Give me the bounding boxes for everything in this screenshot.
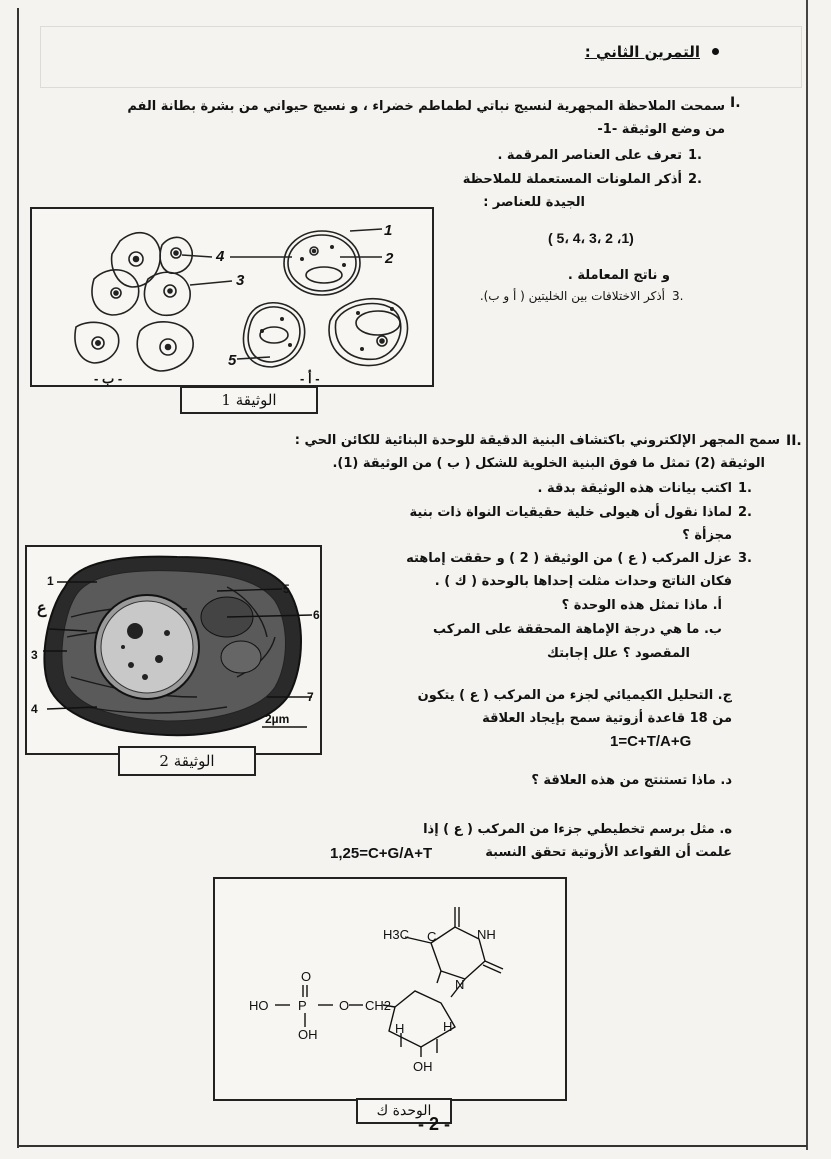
atom-h2: H xyxy=(443,1019,453,1034)
doc2-side-letter: ع xyxy=(37,600,47,617)
part1-q1: تعرف على العناصر المرقمة . xyxy=(497,148,682,163)
atom-h3c: H3C xyxy=(383,927,410,942)
unit-k-caption: الوحدة ك xyxy=(356,1098,452,1124)
page-left-border xyxy=(17,8,19,1148)
doc1-label-2: 2 xyxy=(385,250,394,267)
page-bottom-border xyxy=(17,1145,807,1147)
part1-intro-line2: من وضع الوثيقة -1- xyxy=(597,122,725,137)
exercise-title: التمرين الثاني : xyxy=(584,43,700,61)
treatment-result: و ناتج المعاملة . xyxy=(567,268,670,283)
part2-q3-line1: عزل المركب ( ع ) من الوثيقة ( 2 ) و حققت إماهته xyxy=(406,551,732,566)
atom-h1: H xyxy=(395,1021,405,1036)
part2-qj-line2: من 18 قاعدة أزوتية سمح بإيجاد العلاقة xyxy=(482,711,732,726)
part1-intro-line1: سمحت الملاحظة المجهرية لنسيج نباتي لطماطم خضراء ، و نسيج حيواني من بشرة بطانة الفم xyxy=(127,99,725,114)
doc2-scale: 2µm xyxy=(265,712,290,726)
document2-caption: الوثيقة 2 xyxy=(118,746,256,776)
document1-figure xyxy=(30,207,434,387)
doc1-label-1: 1 xyxy=(384,222,393,239)
document1-caption: الوثيقة 1 xyxy=(180,386,318,414)
page-number: - 2 - xyxy=(418,1114,451,1134)
cell-b-label: - ب - xyxy=(94,371,123,385)
part2-qd: د. ماذا تستنتج من هذه العلاقة ؟ xyxy=(531,773,732,788)
part1-numeral: I. xyxy=(730,95,741,111)
atom-o-top: O xyxy=(301,969,312,984)
part1-q2-num: 2. xyxy=(688,172,702,187)
doc1-label-5: 5 xyxy=(228,352,237,369)
doc2-label-5: 5 xyxy=(283,582,290,596)
part2-q1-num: 1. xyxy=(738,481,752,496)
doc1-label-4: 4 xyxy=(216,248,225,265)
doc2-label-7: 7 xyxy=(307,690,314,704)
part1-q1-num: 1. xyxy=(688,148,702,163)
atom-ho: HO xyxy=(249,998,269,1013)
atom-c1: C xyxy=(427,929,437,944)
document2-drawing xyxy=(27,547,320,753)
cell-a1 xyxy=(284,231,360,295)
part2-q1: اكتب بيانات هذه الوثيقة بدقة . xyxy=(537,481,732,496)
atom-oh: OH xyxy=(298,1027,318,1042)
doc2-label-4: 4 xyxy=(31,702,38,716)
atom-p: P xyxy=(298,998,307,1013)
part2-qj-line1: ج. التحليل الكيميائي لجزء من المركب ( ع ) يتكون xyxy=(417,688,732,703)
part2-qh-line2: علمت أن القواعد الأزوتية تحقق النسبة xyxy=(485,845,732,860)
relation2: 1,25=C+G/A+T xyxy=(330,845,433,862)
page-right-border xyxy=(806,0,808,1150)
cell-a-label: - أ - xyxy=(300,371,320,385)
atom-oh2: OH xyxy=(413,1059,433,1074)
part1-q2-line1: أذكر الملونات المستعملة للملاحظة xyxy=(462,172,682,187)
atom-n: N xyxy=(455,977,465,992)
part2-qh-line1: ه. مثل برسم تخطيطي جزءا من المركب ( ع ) إذا xyxy=(423,822,732,837)
document2-figure xyxy=(25,545,322,755)
unit-k-drawing xyxy=(215,879,565,1099)
part1-q2-line2: الجيدة للعناصر : xyxy=(483,195,585,210)
cell-a3 xyxy=(329,299,407,366)
part2-q2-num: 2. xyxy=(738,505,752,520)
doc2-label-6: 6 xyxy=(313,608,320,622)
atom-o-bridge: O xyxy=(339,998,350,1013)
bullet-icon xyxy=(712,48,719,55)
part2-q3-num: 3. xyxy=(738,551,752,566)
document1-drawing xyxy=(32,209,432,385)
doc2-label-1: 1 xyxy=(47,574,54,588)
atom-nh: NH xyxy=(477,927,496,942)
part2-qb-line1: ب. ما هي درجة الإماهة المحققة على المركب xyxy=(433,622,722,637)
relation1: 1=C+T/A+G xyxy=(610,733,692,750)
part2-intro-line1: سمح المجهر الإلكتروني باكتشاف البنية الدقيقة للوحدة البنائية للكائن الحي : xyxy=(294,433,780,448)
atom-ch2: CH2 xyxy=(365,998,392,1013)
part1-q3-num: 3. xyxy=(672,289,684,303)
part2-numeral: II. xyxy=(786,433,802,449)
elements-list: ( 5، 4، 3، 2 ،1) xyxy=(548,230,634,246)
part2-q3-line2: فكان الناتج وحدات مثلت إحداها بالوحدة ( ك ) . xyxy=(434,574,732,589)
unit-k-figure xyxy=(213,877,567,1101)
doc1-label-3: 3 xyxy=(236,272,245,289)
part1-q3: أذكر الاختلافات بين الخليتين ( أ و ب). xyxy=(479,289,665,303)
part2-qb-line2: المقصود ؟ علل إجابتك xyxy=(547,646,690,661)
part2-intro-line2: الوثيقة (2) تمثل ما فوق البنية الخلوية للشكل ( ب ) من الوثيقة (1). xyxy=(332,456,765,471)
doc2-label-3: 3 xyxy=(31,648,38,662)
part2-q2-line1: لماذا نقول أن هيولى خلية حقيقيات النواة ذات بنية xyxy=(409,505,732,520)
part2-q2-line2: مجزأة ؟ xyxy=(682,528,732,543)
part2-qa: أ. ماذا تمثل هذه الوحدة ؟ xyxy=(561,598,722,613)
